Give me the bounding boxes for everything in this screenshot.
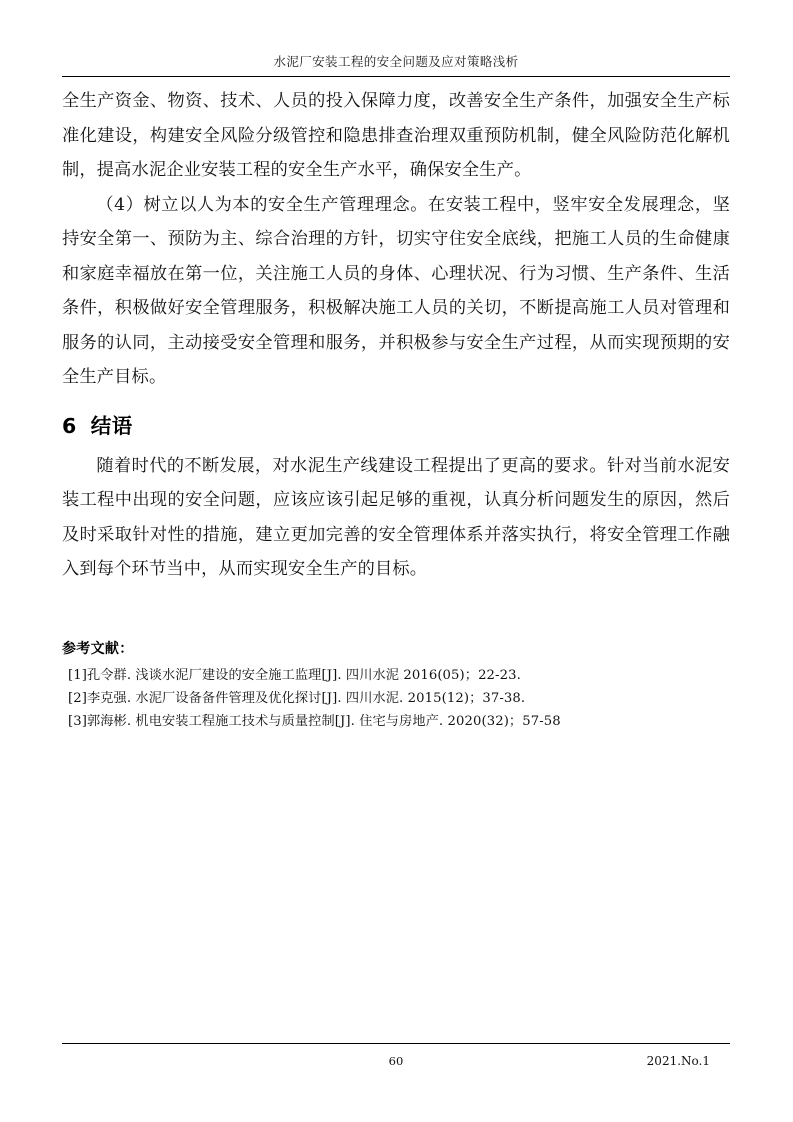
paragraph: 随着时代的不断发展，对水泥生产线建设工程提出了更高的要求。针对当前水泥安装工程中出现的安全问题，应该应该引起足够的重视，认真分析问题发生的原因，然后及时采取针对性的措施，建立更加完善的安全管理体系并落实执行，将安全管理工作融入到每个环节当中，从而实现安全生产的目标。 <box>62 455 730 579</box>
section-number: 6 <box>62 413 77 438</box>
section-heading <box>62 409 730 443</box>
paragraph: （4）树立以人为本的安全生产管理理念。在安装工程中，竖牢安全发展理念，坚持安全第一、预防为主、综合治理的方针，切实守住安全底线，把施工人员的生命健康和家庭幸福放在第一位，关注施工人员的身体、心理状况、行为习惯、生产条件、生活条件，积极做好安全管理服务，积极解决施工人员的关切，不断提高施工人员对管理和服务的认同，主动接受安全管理和服务，并积极参与安全生产过程，从而实现预期的安全生产目标。 <box>62 194 730 387</box>
issue-label: 2021.No.1 <box>646 1054 710 1068</box>
running-head: 水泥厂安装工程的安全问题及应对策略浅析 <box>273 54 519 69</box>
references-section <box>62 638 730 733</box>
references-title: 参考文献： <box>62 641 134 657</box>
page-number: 60 <box>388 1054 404 1068</box>
paragraph: 全生产资金、物资、技术、人员的投入保障力度，改善安全生产条件，加强安全生产标准化建设，构建安全风险分级管控和隐患排查治理双重预防机制，健全风险防范化解机制，提高水泥企业安装工程的安全生产水平，确保安全生产。 <box>62 91 730 180</box>
reference-item: [1]孔令群. 浅谈水泥厂建设的安全施工监理[J]. 四川水泥 2016(05)；22-23. <box>68 668 521 683</box>
page-content <box>62 0 730 1122</box>
page-footer <box>62 1054 730 1074</box>
body-text <box>62 84 730 587</box>
header-divider <box>62 76 730 77</box>
section-title: 结语 <box>90 413 133 438</box>
reference-item: [2]李克强. 水泥厂设备备件管理及优化探讨[J]. 四川水泥. 2015(12)；37-38. <box>68 691 526 706</box>
footer-divider <box>62 1043 730 1044</box>
reference-item: [3]郭海彬. 机电安装工程施工技术与质量控制[J]. 住宅与房地产. 2020(32)；57-58 <box>68 714 561 729</box>
